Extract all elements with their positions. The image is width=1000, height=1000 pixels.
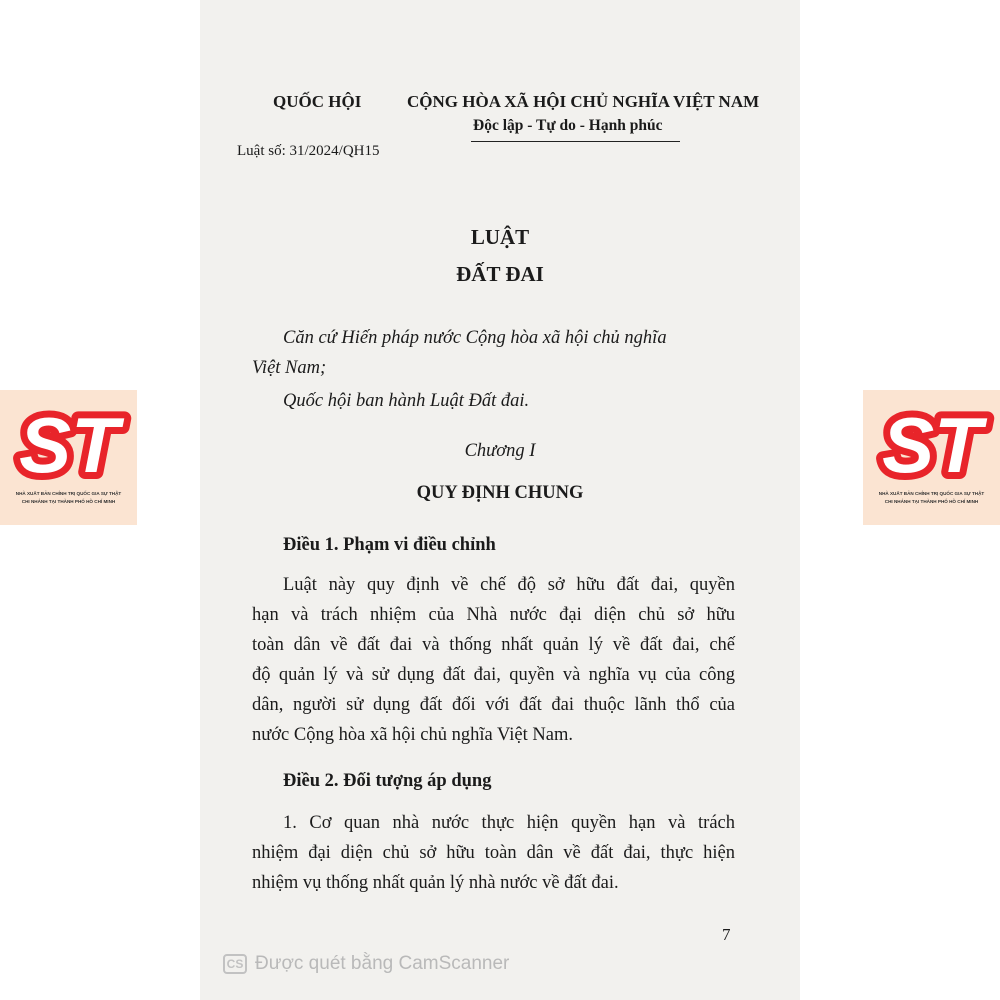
article2-line: nhiệm đại diện chủ sở hữu toàn dân về đất đai, thực hiện: [252, 843, 735, 863]
article1-heading: Điều 1. Phạm vi điều chỉnh: [283, 535, 496, 555]
logo-caption-2: CHI NHÁNH TẠI THÀNH PHỐ HỒ CHÍ MINH: [884, 499, 979, 504]
preamble-line1: Căn cứ Hiến pháp nước Cộng hòa xã hội chủ nghĩa: [283, 328, 667, 348]
article1-line: dân, người sử dụng đất đối với đất đai thuộc lãnh thổ của: [252, 695, 735, 715]
article1-line: Luật này quy định về chế độ sở hữu đất đai, quyền: [283, 575, 735, 595]
article1-line: toàn dân về đất đai và thống nhất quản lý về đất đai, chế: [252, 635, 735, 655]
article1-line: độ quản lý và sử dụng đất đai, quyền và nghĩa vụ của công: [252, 665, 735, 685]
article2-body: [252, 808, 735, 898]
svg-text:ST: ST: [19, 401, 119, 489]
article2-line: nhiệm vụ thống nhất quản lý nhà nước về đất đai.: [252, 873, 619, 893]
page-number: 7: [722, 925, 731, 944]
document-title-line1: LUẬT: [470, 225, 530, 249]
scanner-text: Được quét bằng CamScanner: [255, 953, 510, 974]
camscanner-icon: CS: [223, 954, 247, 974]
logo-caption-1: NHÀ XUẤT BẢN CHÍNH TRỊ QUỐC GIA SỰ THẬT: [15, 491, 122, 496]
article1-line: hạn và trách nhiệm của Nhà nước đại diện chủ sở hữu: [252, 605, 735, 625]
st-logo-mark: [863, 390, 1000, 490]
publisher-logo-left: [0, 390, 137, 525]
article2-line: 1. Cơ quan nhà nước thực hiện quyền hạn và trách: [283, 813, 735, 833]
motto-underline: [471, 141, 680, 142]
article2-heading: Điều 2. Đối tượng áp dụng: [283, 771, 492, 791]
scanner-watermark: [223, 953, 509, 975]
nation-name: CỘNG HÒA XÃ HỘI CHỦ NGHĨA VIỆT NAM: [407, 92, 760, 111]
article1-body: [252, 570, 735, 750]
chapter-label: Chương I: [464, 441, 536, 461]
logo-caption-1: NHÀ XUẤT BẢN CHÍNH TRỊ QUỐC GIA SỰ THẬT: [878, 491, 985, 496]
document-title-line2: ĐẤT ĐAI: [456, 262, 544, 286]
national-motto: Độc lập - Tự do - Hạnh phúc: [473, 117, 663, 134]
st-logo-mark: [0, 390, 137, 490]
law-number: Luật số: 31/2024/QH15: [237, 143, 380, 159]
chapter-name: QUY ĐỊNH CHUNG: [416, 483, 584, 503]
publisher-logo-right: [863, 390, 1000, 525]
preamble-line3: Quốc hội ban hành Luật Đất đai.: [283, 391, 530, 411]
preamble-line2: Việt Nam;: [252, 358, 327, 378]
issuer-name: QUỐC HỘI: [273, 92, 362, 111]
svg-text:ST: ST: [882, 401, 982, 489]
logo-caption-2: CHI NHÁNH TẠI THÀNH PHỐ HỒ CHÍ MINH: [21, 499, 116, 504]
article1-line: nước Cộng hòa xã hội chủ nghĩa Việt Nam.: [252, 725, 573, 745]
